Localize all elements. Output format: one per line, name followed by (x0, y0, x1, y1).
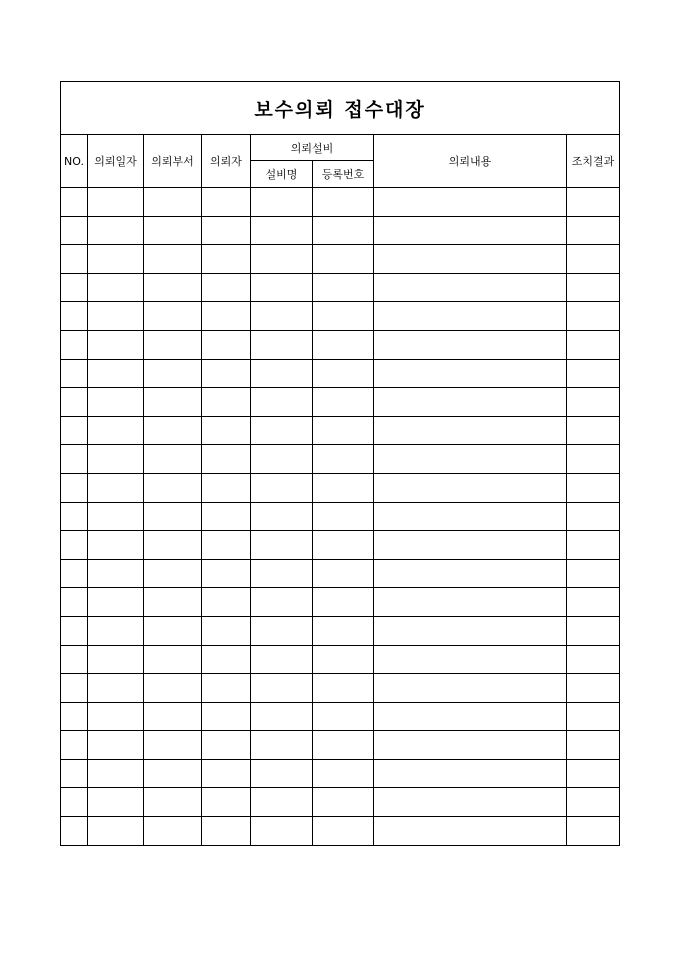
cell-no[interactable] (61, 616, 88, 645)
cell-request-content[interactable] (374, 473, 567, 502)
cell-request-content[interactable] (374, 559, 567, 588)
cell-registration-number[interactable] (313, 416, 374, 445)
cell-request-date[interactable] (88, 388, 144, 417)
cell-registration-number[interactable] (313, 216, 374, 245)
cell-equipment-name[interactable] (251, 588, 313, 617)
cell-request-date[interactable] (88, 330, 144, 359)
cell-request-date[interactable] (88, 273, 144, 302)
cell-equipment-name[interactable] (251, 302, 313, 331)
cell-action-result[interactable] (567, 674, 620, 703)
cell-requester[interactable] (202, 330, 251, 359)
cell-no[interactable] (61, 445, 88, 474)
cell-request-department[interactable] (144, 416, 202, 445)
cell-registration-number[interactable] (313, 330, 374, 359)
cell-no[interactable] (61, 359, 88, 388)
cell-registration-number[interactable] (313, 616, 374, 645)
cell-registration-number[interactable] (313, 645, 374, 674)
cell-no[interactable] (61, 817, 88, 846)
cell-action-result[interactable] (567, 445, 620, 474)
cell-equipment-name[interactable] (251, 188, 313, 217)
cell-action-result[interactable] (567, 645, 620, 674)
cell-request-date[interactable] (88, 302, 144, 331)
table-row (61, 502, 620, 531)
cell-request-content[interactable] (374, 445, 567, 474)
table-row (61, 388, 620, 417)
cell-request-content[interactable] (374, 388, 567, 417)
cell-registration-number[interactable] (313, 702, 374, 731)
cell-no[interactable] (61, 416, 88, 445)
table-row (61, 645, 620, 674)
cell-registration-number[interactable] (313, 388, 374, 417)
cell-request-department[interactable] (144, 731, 202, 760)
cell-request-date[interactable] (88, 559, 144, 588)
cell-request-content[interactable] (374, 216, 567, 245)
cell-equipment-name[interactable] (251, 330, 313, 359)
cell-request-date[interactable] (88, 588, 144, 617)
cell-equipment-name[interactable] (251, 645, 313, 674)
cell-request-date[interactable] (88, 473, 144, 502)
table-row (61, 817, 620, 846)
table-row (61, 330, 620, 359)
cell-request-content[interactable] (374, 330, 567, 359)
cell-requester[interactable] (202, 245, 251, 274)
cell-registration-number[interactable] (313, 302, 374, 331)
cell-registration-number[interactable] (313, 674, 374, 703)
cell-no[interactable] (61, 588, 88, 617)
cell-action-result[interactable] (567, 473, 620, 502)
cell-request-content[interactable] (374, 616, 567, 645)
cell-no[interactable] (61, 531, 88, 560)
header-requester: 의뢰자 (202, 135, 251, 188)
cell-request-date[interactable] (88, 702, 144, 731)
cell-action-result[interactable] (567, 302, 620, 331)
cell-request-department[interactable] (144, 330, 202, 359)
cell-action-result[interactable] (567, 273, 620, 302)
cell-no[interactable] (61, 502, 88, 531)
header-equipment-group: 의뢰설비 (251, 135, 374, 161)
cell-requester[interactable] (202, 559, 251, 588)
cell-registration-number[interactable] (313, 531, 374, 560)
cell-equipment-name[interactable] (251, 359, 313, 388)
cell-request-department[interactable] (144, 759, 202, 788)
cell-equipment-name[interactable] (251, 817, 313, 846)
cell-requester[interactable] (202, 216, 251, 245)
cell-request-date[interactable] (88, 416, 144, 445)
cell-request-content[interactable] (374, 645, 567, 674)
cell-request-content[interactable] (374, 588, 567, 617)
cell-action-result[interactable] (567, 559, 620, 588)
cell-request-department[interactable] (144, 531, 202, 560)
cell-request-department[interactable] (144, 674, 202, 703)
cell-action-result[interactable] (567, 788, 620, 817)
header-request-date: 의뢰일자 (88, 135, 144, 188)
cell-request-content[interactable] (374, 273, 567, 302)
table-row (61, 416, 620, 445)
table-row (61, 759, 620, 788)
cell-action-result[interactable] (567, 216, 620, 245)
table-row (61, 702, 620, 731)
cell-action-result[interactable] (567, 416, 620, 445)
cell-registration-number[interactable] (313, 817, 374, 846)
cell-request-content[interactable] (374, 788, 567, 817)
cell-request-department[interactable] (144, 245, 202, 274)
cell-request-content[interactable] (374, 302, 567, 331)
cell-registration-number[interactable] (313, 245, 374, 274)
cell-no[interactable] (61, 188, 88, 217)
cell-equipment-name[interactable] (251, 445, 313, 474)
cell-requester[interactable] (202, 674, 251, 703)
table-row (61, 588, 620, 617)
cell-requester[interactable] (202, 788, 251, 817)
maintenance-request-register-table (60, 81, 620, 846)
cell-no[interactable] (61, 702, 88, 731)
cell-registration-number[interactable] (313, 559, 374, 588)
register-body (61, 188, 620, 846)
cell-requester[interactable] (202, 731, 251, 760)
cell-no[interactable] (61, 302, 88, 331)
cell-action-result[interactable] (567, 388, 620, 417)
cell-no[interactable] (61, 731, 88, 760)
register-sheet (60, 81, 619, 846)
cell-request-content[interactable] (374, 416, 567, 445)
cell-requester[interactable] (202, 359, 251, 388)
cell-request-department[interactable] (144, 359, 202, 388)
cell-no[interactable] (61, 216, 88, 245)
cell-registration-number[interactable] (313, 502, 374, 531)
cell-requester[interactable] (202, 502, 251, 531)
cell-request-department[interactable] (144, 445, 202, 474)
cell-registration-number[interactable] (313, 731, 374, 760)
table-row (61, 245, 620, 274)
cell-equipment-name[interactable] (251, 559, 313, 588)
header-request-content: 의뢰내용 (374, 135, 567, 188)
cell-request-department[interactable] (144, 788, 202, 817)
cell-request-date[interactable] (88, 216, 144, 245)
cell-equipment-name[interactable] (251, 273, 313, 302)
cell-request-date[interactable] (88, 731, 144, 760)
cell-action-result[interactable] (567, 817, 620, 846)
cell-no[interactable] (61, 645, 88, 674)
cell-action-result[interactable] (567, 359, 620, 388)
cell-no[interactable] (61, 473, 88, 502)
cell-request-department[interactable] (144, 473, 202, 502)
cell-equipment-name[interactable] (251, 216, 313, 245)
table-row (61, 216, 620, 245)
cell-action-result[interactable] (567, 616, 620, 645)
cell-registration-number[interactable] (313, 359, 374, 388)
cell-equipment-name[interactable] (251, 674, 313, 703)
table-row (61, 302, 620, 331)
table-row (61, 674, 620, 703)
cell-requester[interactable] (202, 759, 251, 788)
table-row (61, 445, 620, 474)
cell-request-date[interactable] (88, 245, 144, 274)
cell-equipment-name[interactable] (251, 473, 313, 502)
page-title: 보수의뢰 접수대장 (61, 82, 620, 135)
cell-request-date[interactable] (88, 817, 144, 846)
cell-action-result[interactable] (567, 759, 620, 788)
cell-request-department[interactable] (144, 216, 202, 245)
cell-equipment-name[interactable] (251, 759, 313, 788)
cell-request-department[interactable] (144, 588, 202, 617)
cell-equipment-name[interactable] (251, 502, 313, 531)
cell-registration-number[interactable] (313, 788, 374, 817)
cell-requester[interactable] (202, 616, 251, 645)
cell-action-result[interactable] (567, 188, 620, 217)
cell-request-date[interactable] (88, 759, 144, 788)
cell-no[interactable] (61, 674, 88, 703)
cell-request-date[interactable] (88, 531, 144, 560)
cell-request-date[interactable] (88, 445, 144, 474)
cell-request-content[interactable] (374, 502, 567, 531)
cell-request-date[interactable] (88, 616, 144, 645)
cell-registration-number[interactable] (313, 759, 374, 788)
cell-requester[interactable] (202, 531, 251, 560)
cell-no[interactable] (61, 388, 88, 417)
cell-request-date[interactable] (88, 359, 144, 388)
cell-equipment-name[interactable] (251, 731, 313, 760)
cell-no[interactable] (61, 788, 88, 817)
cell-equipment-name[interactable] (251, 416, 313, 445)
cell-registration-number[interactable] (313, 188, 374, 217)
cell-request-date[interactable] (88, 788, 144, 817)
header-equipment-name: 설비명 (251, 161, 313, 188)
cell-request-date[interactable] (88, 645, 144, 674)
cell-equipment-name[interactable] (251, 245, 313, 274)
cell-action-result[interactable] (567, 702, 620, 731)
cell-request-department[interactable] (144, 273, 202, 302)
cell-request-date[interactable] (88, 674, 144, 703)
cell-request-content[interactable] (374, 359, 567, 388)
cell-request-department[interactable] (144, 502, 202, 531)
cell-action-result[interactable] (567, 588, 620, 617)
cell-request-department[interactable] (144, 302, 202, 331)
cell-request-department[interactable] (144, 702, 202, 731)
table-row (61, 273, 620, 302)
cell-equipment-name[interactable] (251, 702, 313, 731)
cell-requester[interactable] (202, 416, 251, 445)
cell-equipment-name[interactable] (251, 531, 313, 560)
cell-requester[interactable] (202, 817, 251, 846)
table-row (61, 616, 620, 645)
cell-request-content[interactable] (374, 531, 567, 560)
cell-request-content[interactable] (374, 702, 567, 731)
table-row (61, 473, 620, 502)
cell-no[interactable] (61, 330, 88, 359)
cell-request-content[interactable] (374, 674, 567, 703)
cell-request-content[interactable] (374, 759, 567, 788)
table-row (61, 359, 620, 388)
cell-request-date[interactable] (88, 502, 144, 531)
cell-request-content[interactable] (374, 245, 567, 274)
cell-no[interactable] (61, 273, 88, 302)
table-row (61, 531, 620, 560)
cell-requester[interactable] (202, 702, 251, 731)
cell-request-content[interactable] (374, 731, 567, 760)
cell-equipment-name[interactable] (251, 388, 313, 417)
cell-no[interactable] (61, 759, 88, 788)
cell-requester[interactable] (202, 188, 251, 217)
cell-equipment-name[interactable] (251, 616, 313, 645)
cell-request-content[interactable] (374, 817, 567, 846)
table-row (61, 788, 620, 817)
cell-registration-number[interactable] (313, 273, 374, 302)
cell-requester[interactable] (202, 388, 251, 417)
cell-action-result[interactable] (567, 502, 620, 531)
table-row (61, 731, 620, 760)
cell-registration-number[interactable] (313, 473, 374, 502)
header-registration-number: 등록번호 (313, 161, 374, 188)
cell-no[interactable] (61, 559, 88, 588)
cell-action-result[interactable] (567, 330, 620, 359)
cell-request-department[interactable] (144, 616, 202, 645)
table-row (61, 188, 620, 217)
cell-request-date[interactable] (88, 188, 144, 217)
table-row (61, 559, 620, 588)
cell-action-result[interactable] (567, 531, 620, 560)
cell-registration-number[interactable] (313, 588, 374, 617)
cell-registration-number[interactable] (313, 445, 374, 474)
header-action-result: 조치결과 (567, 135, 620, 188)
cell-requester[interactable] (202, 473, 251, 502)
cell-request-department[interactable] (144, 388, 202, 417)
cell-requester[interactable] (202, 588, 251, 617)
cell-request-content[interactable] (374, 188, 567, 217)
cell-request-department[interactable] (144, 559, 202, 588)
header-no: NO. (61, 135, 88, 188)
cell-requester[interactable] (202, 645, 251, 674)
cell-request-department[interactable] (144, 188, 202, 217)
cell-action-result[interactable] (567, 245, 620, 274)
cell-request-department[interactable] (144, 817, 202, 846)
cell-no[interactable] (61, 245, 88, 274)
header-request-department: 의뢰부서 (144, 135, 202, 188)
cell-requester[interactable] (202, 273, 251, 302)
cell-equipment-name[interactable] (251, 788, 313, 817)
cell-action-result[interactable] (567, 731, 620, 760)
cell-request-department[interactable] (144, 645, 202, 674)
cell-requester[interactable] (202, 302, 251, 331)
cell-requester[interactable] (202, 445, 251, 474)
